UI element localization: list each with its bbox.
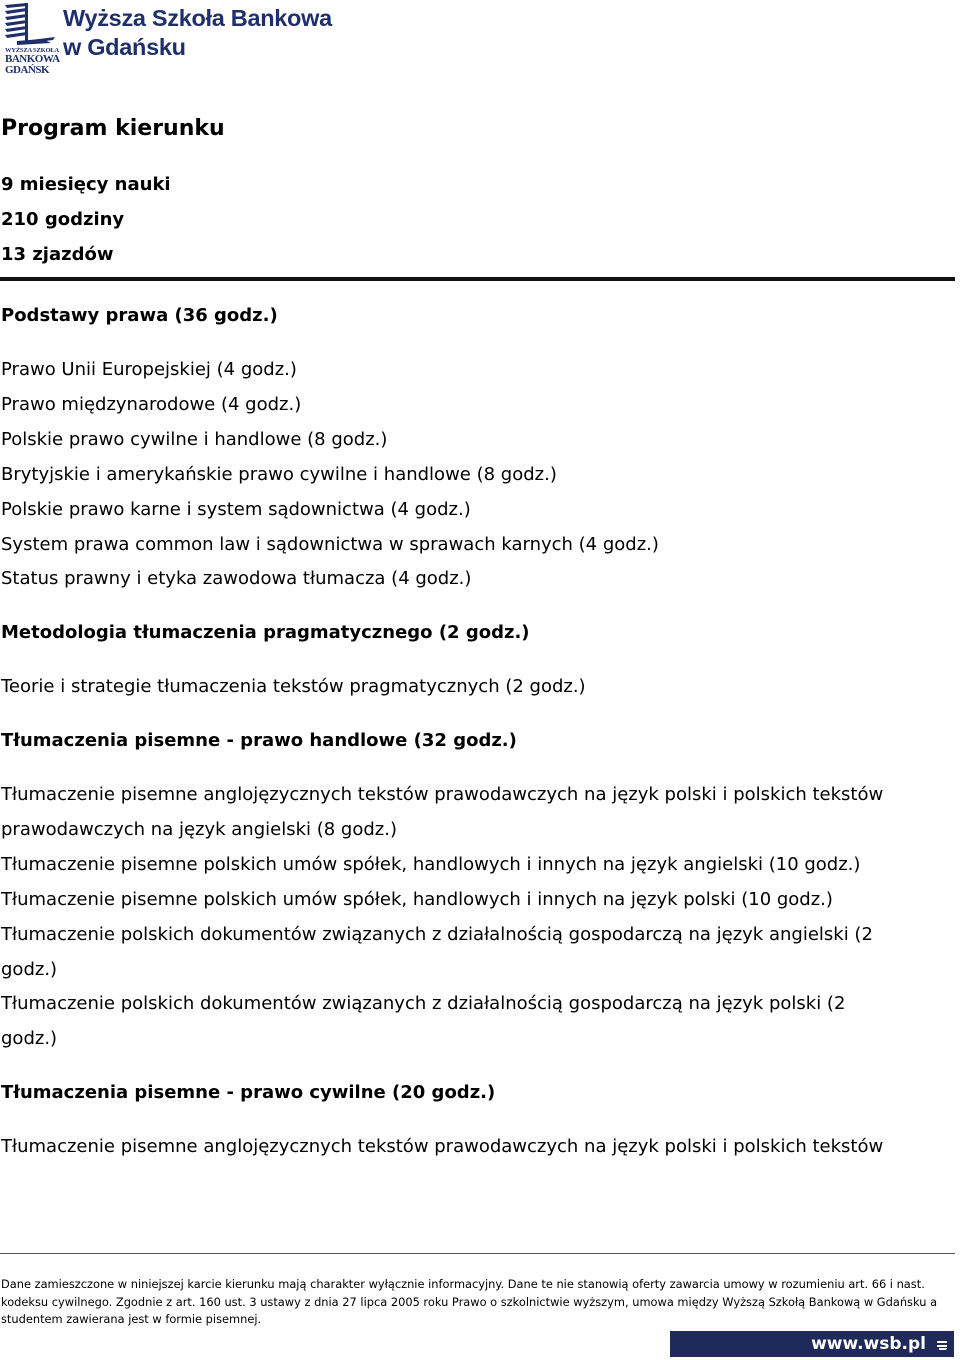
list-item: Brytyjskie i amerykańskie prawo cywilne i handlowe (8 godz.) <box>1 464 557 485</box>
header-divider <box>0 277 955 281</box>
logo-mark-line2: BANKOWA <box>5 53 60 65</box>
info-duration: 9 miesięcy nauki <box>1 174 171 195</box>
footer-divider <box>0 1253 955 1254</box>
list-item: Status prawny i etyka zawodowa tłumacza (4 godz.) <box>1 568 472 589</box>
logo-mark-line3: GDAŃSK <box>5 64 50 76</box>
section-heading: Podstawy prawa (36 godz.) <box>1 305 278 326</box>
list-item: Tłumaczenie pisemne anglojęzycznych tekstów prawodawczych na język polski i polskich tekstów <box>1 784 884 805</box>
list-item: godz.) <box>1 1028 58 1049</box>
list-item: Polskie prawo karne i system sądownictwa (4 godz.) <box>1 499 471 520</box>
list-item: Prawo Unii Europejskiej (4 godz.) <box>1 359 297 380</box>
list-item: Tłumaczenie pisemne polskich umów spółek, handlowych i innych na język polski (10 godz.) <box>1 889 833 910</box>
section-heading: Metodologia tłumaczenia pragmatycznego (2 godz.) <box>1 622 530 643</box>
school-logo <box>3 3 363 77</box>
logo-mark-line1: WYŻSZA SZKOŁA <box>5 47 59 54</box>
info-sessions: 13 zjazdów <box>1 244 114 265</box>
list-item: Tłumaczenie pisemne polskich umów spółek, handlowych i innych na język angielski (10 godz.) <box>1 854 861 875</box>
footer-line: Dane zamieszczone w niniejszej karcie kierunku mają charakter wyłącznie informacyjny. Dane te nie stanowią oferty zawarcia umowy w rozumieniu art. 66 i nast. <box>1 1277 925 1291</box>
logo-title <box>63 4 332 62</box>
logo-small-text <box>5 47 59 75</box>
list-item: Teorie i strategie tłumaczenia tekstów pragmatycznych (2 godz.) <box>1 676 586 697</box>
list-item: Prawo międzynarodowe (4 godz.) <box>1 394 302 415</box>
section-heading: Tłumaczenia pisemne - prawo handlowe (32 godz.) <box>1 730 517 751</box>
page-title: Program kierunku <box>1 116 225 141</box>
section-heading: Tłumaczenia pisemne - prawo cywilne (20 godz.) <box>1 1082 496 1103</box>
logo-sail-small-icon <box>936 1340 948 1350</box>
website-bar <box>670 1331 954 1357</box>
logo-title-line1: Wyższa Szkoła Bankowa <box>63 5 332 31</box>
list-item: prawodawczych na język angielski (8 godz.) <box>1 819 397 840</box>
footer-line: kodeksu cywilnego. Zgodnie z art. 160 ust. 3 ustawy z dnia 27 lipca 2005 roku Prawo o szkolnictwie wyższym, umowa między Wyższą Szkołą Bankową w Gdańsku a <box>1 1294 938 1309</box>
website-link[interactable]: www.wsb.pl <box>811 1334 926 1354</box>
logo-title-line2: w Gdańsku <box>63 34 186 60</box>
list-item: System prawa common law i sądownictwa w sprawach karnych (4 godz.) <box>1 534 659 555</box>
footer-disclaimer <box>1 1276 951 1329</box>
list-item: Polskie prawo cywilne i handlowe (8 godz.) <box>1 429 388 450</box>
list-item: Tłumaczenie polskich dokumentów związanych z działalnością gospodarczą na język polski (2 <box>1 993 846 1014</box>
list-item: godz.) <box>1 959 58 980</box>
footer-line: studentem zawierana jest w formie pisemnej. <box>1 1312 262 1326</box>
info-hours: 210 godziny <box>1 209 125 230</box>
list-item: Tłumaczenie pisemne anglojęzycznych tekstów prawodawczych na język polski i polskich tekstów <box>1 1136 884 1157</box>
list-item: Tłumaczenie polskich dokumentów związanych z działalnością gospodarczą na język angielski (2 <box>1 924 873 945</box>
